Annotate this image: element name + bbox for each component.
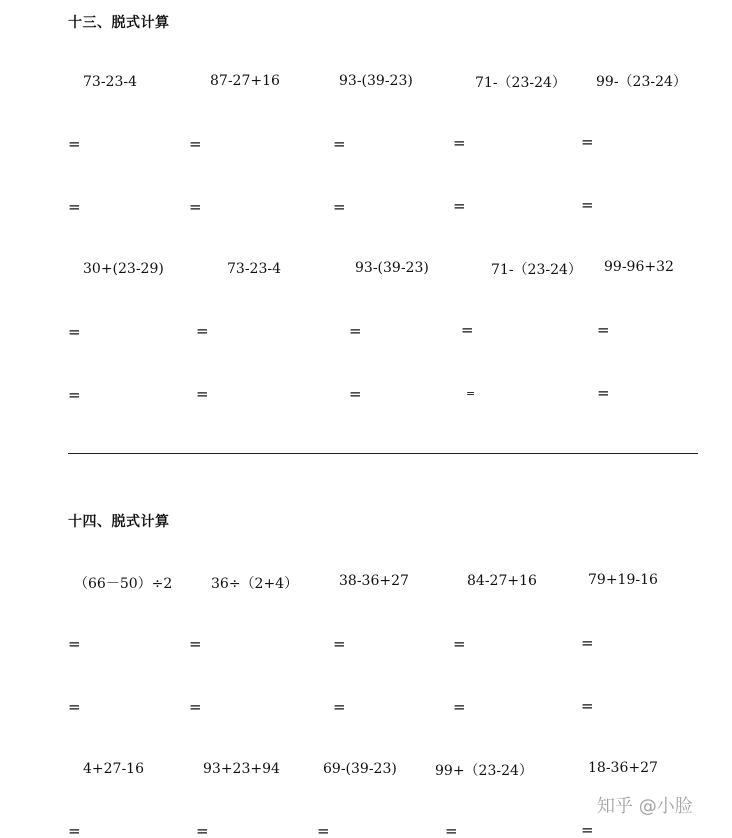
expression: 84-27+16 [467,573,537,589]
equals-sign: = [68,135,81,153]
equals-sign: = [453,698,466,716]
equals-sign: = [349,385,362,403]
expression: 73-23-4 [227,261,281,277]
equals-sign: = [189,698,202,716]
equals-sign: = [333,135,346,153]
equals-sign: = [196,822,209,838]
expression: 99-（23-24） [596,74,687,90]
equals-sign: = [581,634,594,652]
equals-sign: = [597,384,610,402]
section-divider [68,453,698,454]
equals-sign: = [68,323,81,341]
expression: 99-96+32 [604,259,674,275]
equals-sign: = [68,822,81,838]
expression: 99+（23-24） [435,763,533,779]
equals-sign: = [333,635,346,653]
equals-sign: = [581,133,594,151]
equals-sign: = [597,321,610,339]
expression: 93+23+94 [203,761,280,777]
expression: 38-36+27 [339,573,409,589]
equals-sign: = [453,134,466,152]
equals-sign: = [189,635,202,653]
equals-sign: = [68,386,81,404]
section-13-title: 十三、脱式计算 [68,15,170,31]
equals-sign: = [68,198,81,216]
expression: 71-（23-24） [491,262,582,278]
expression: 93-(39-23) [355,260,429,276]
equals-sign: = [333,698,346,716]
expression: 30+(23-29) [83,261,164,277]
expression: 18-36+27 [588,760,658,776]
expression: 69-(39-23) [323,761,397,777]
equals-sign: = [581,821,594,838]
expression: 71-（23-24） [475,75,566,91]
expression: 73-23-4 [83,74,137,90]
equals-sign: = [349,322,362,340]
equals-sign: = [68,635,81,653]
expression: （66－50）÷2 [74,576,173,592]
expression: 87-27+16 [210,73,280,89]
equals-sign: = [461,321,474,339]
expression: 36÷（2+4） [211,576,299,592]
equals-sign: = [581,196,594,214]
equals-sign: = [333,198,346,216]
equals-sign: = [68,698,81,716]
section-14-title: 十四、脱式计算 [68,514,170,530]
equals-sign: = [445,822,458,838]
equals-sign: = [466,387,476,400]
equals-sign: = [317,822,330,838]
expression: 79+19-16 [588,572,658,588]
equals-sign: = [581,697,594,715]
equals-sign: = [196,385,209,403]
equals-sign: = [189,198,202,216]
equals-sign: = [453,635,466,653]
zhihu-watermark: 知乎 @小脸 [597,796,693,817]
equals-sign: = [196,322,209,340]
expression: 4+27-16 [83,761,144,777]
expression: 93-(39-23) [339,73,413,89]
equals-sign: = [453,197,466,215]
equals-sign: = [189,135,202,153]
